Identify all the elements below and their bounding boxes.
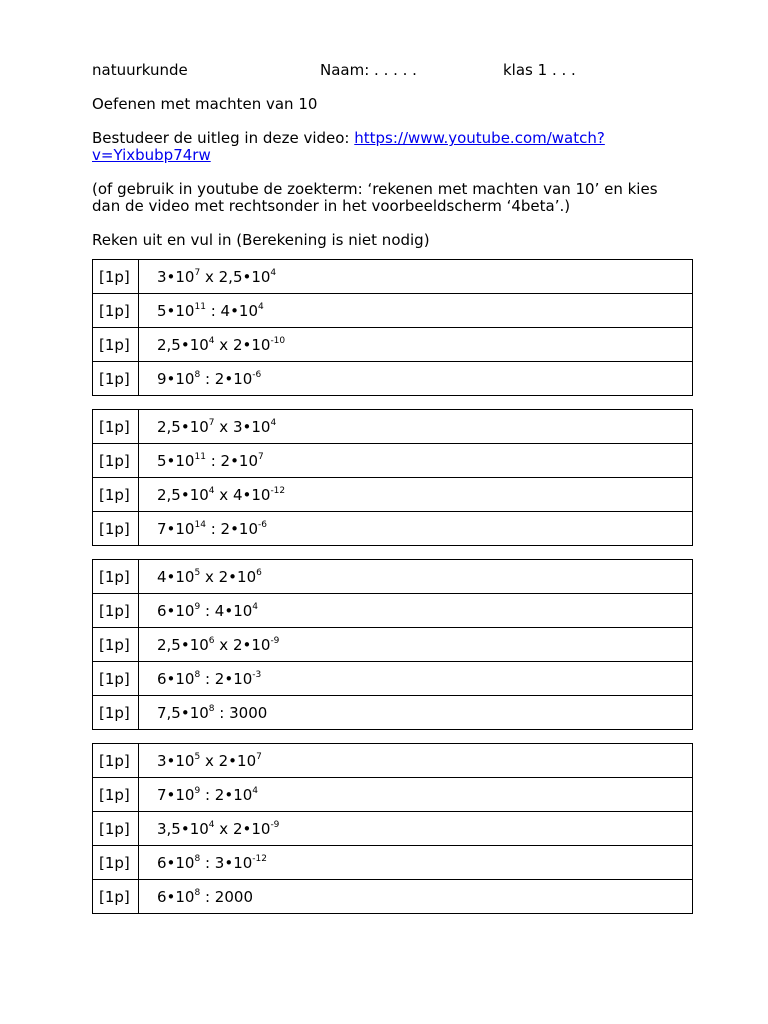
points-label: [1p] — [93, 294, 139, 328]
exercise-instruction: Reken uit en vul in (Berekening is niet nodig) — [92, 231, 430, 249]
points-label: [1p] — [93, 260, 139, 294]
exponent: 14 — [194, 519, 206, 530]
expression-text: 2,5•10 — [157, 485, 209, 504]
exponent: 4 — [258, 301, 264, 312]
exercise-row — [93, 444, 693, 478]
exponent: 7 — [208, 417, 215, 428]
exercise-expression — [139, 662, 693, 696]
points-label: [1p] — [93, 594, 139, 628]
exponent: 4 — [270, 417, 277, 428]
expression-text: x 2•10 — [214, 335, 271, 354]
exercise-expression — [139, 410, 693, 444]
exercise-row — [93, 628, 693, 662]
exercise-row — [93, 362, 693, 396]
exponent: -6 — [258, 519, 267, 530]
expression-text: : 4•10 — [205, 301, 259, 320]
search-hint-line2: dan de video met rechtsonder in het voorbeeldscherm ‘4beta’.) — [92, 197, 571, 215]
exponent: 8 — [194, 853, 201, 864]
exercise-row — [93, 410, 693, 444]
expression-text: 6•10 — [157, 853, 195, 872]
expression-text: 6•10 — [157, 669, 195, 688]
expression-text: : 2•10 — [200, 669, 253, 688]
expression-text: 2,5•10 — [157, 635, 209, 654]
points-label: [1p] — [93, 328, 139, 362]
header-row — [92, 61, 692, 79]
exponent: -10 — [270, 335, 286, 346]
exponent: 5 — [194, 751, 201, 762]
exponent: 8 — [194, 669, 201, 680]
expression-text: : 2000 — [200, 887, 253, 906]
expression-text: : 3•10 — [200, 853, 253, 872]
points-label: [1p] — [93, 478, 139, 512]
exponent: 4 — [252, 601, 259, 612]
exercise-expression — [139, 594, 693, 628]
expression-text: x 2•10 — [200, 567, 257, 586]
search-hint-line1: (of gebruik in youtube de zoekterm: ‘rekenen met machten van 10’ en kies — [92, 180, 658, 198]
class-field-label: klas 1 . . . — [503, 61, 576, 79]
video-link-part1[interactable]: https://www.youtube.com/watch? — [354, 129, 605, 147]
expression-text: 3,5•10 — [157, 819, 209, 838]
exercise-row — [93, 478, 693, 512]
exponent: -6 — [252, 369, 262, 380]
expression-text: 3•10 — [157, 267, 195, 286]
worksheet-title: Oefenen met machten van 10 — [92, 95, 318, 113]
video-link-line2-row — [92, 146, 211, 164]
exercise-expression — [139, 294, 693, 328]
exercise-expression — [139, 880, 693, 914]
points-label: [1p] — [93, 778, 139, 812]
expression-text: 7,5•10 — [157, 703, 209, 722]
expression-text: 7•10 — [157, 785, 195, 804]
exponent: 7 — [258, 451, 264, 462]
exponent: -12 — [252, 853, 267, 864]
exponent: 8 — [208, 703, 215, 714]
expression-text: 2,5•10 — [157, 417, 209, 436]
exponent: 4 — [208, 485, 215, 496]
exercise-expression — [139, 812, 693, 846]
exercise-table-2 — [92, 409, 693, 546]
exponent: -9 — [270, 635, 280, 646]
exercise-row — [93, 880, 693, 914]
exponent: 11 — [194, 451, 206, 462]
exercise-expression — [139, 560, 693, 594]
exponent: 9 — [194, 601, 201, 612]
points-label: [1p] — [93, 628, 139, 662]
exercise-row — [93, 594, 693, 628]
exponent: 4 — [252, 785, 259, 796]
exercise-row — [93, 294, 693, 328]
expression-text: x 2•10 — [200, 751, 257, 770]
exponent: 7 — [194, 267, 201, 278]
expression-text: x 2,5•10 — [200, 267, 271, 286]
expression-text: 6•10 — [157, 887, 195, 906]
exponent: -9 — [270, 819, 280, 830]
expression-text: 4•10 — [157, 567, 195, 586]
exercise-row — [93, 560, 693, 594]
points-label: [1p] — [93, 812, 139, 846]
points-label: [1p] — [93, 696, 139, 730]
exercise-expression — [139, 362, 693, 396]
points-label: [1p] — [93, 662, 139, 696]
exponent: 8 — [194, 887, 201, 898]
exercise-row — [93, 846, 693, 880]
expression-text: 3•10 — [157, 751, 195, 770]
expression-text: : 2•10 — [205, 519, 259, 538]
exponent: 11 — [194, 301, 206, 312]
exercise-row — [93, 778, 693, 812]
exercise-expression — [139, 628, 693, 662]
exercise-table-1 — [92, 259, 693, 396]
exponent: 4 — [208, 335, 215, 346]
expression-text: 6•10 — [157, 601, 195, 620]
points-label: [1p] — [93, 744, 139, 778]
exercise-expression — [139, 744, 693, 778]
expression-text: x 2•10 — [214, 819, 271, 838]
video-link-part2[interactable]: v=Yixbubp74rw — [92, 146, 211, 164]
exercise-expression — [139, 846, 693, 880]
points-label: [1p] — [93, 410, 139, 444]
subject-label: natuurkunde — [92, 61, 188, 79]
expression-text: x 4•10 — [214, 485, 271, 504]
expression-text: : 3000 — [214, 703, 268, 722]
exponent: 5 — [194, 567, 201, 578]
video-intro-text: Bestudeer de uitleg in deze video: — [92, 129, 355, 147]
exercise-row — [93, 744, 693, 778]
points-label: [1p] — [93, 880, 139, 914]
expression-text: : 2•10 — [200, 369, 253, 388]
exponent: 6 — [208, 635, 215, 646]
points-label: [1p] — [93, 512, 139, 546]
exponent: -3 — [252, 669, 262, 680]
expression-text: 7•10 — [157, 519, 195, 538]
exponent: 9 — [194, 785, 201, 796]
expression-text: 9•10 — [157, 369, 195, 388]
exponent: 8 — [194, 369, 201, 380]
exercise-row — [93, 812, 693, 846]
exercise-row — [93, 512, 693, 546]
expression-text: : 4•10 — [200, 601, 253, 620]
exercise-table-3 — [92, 559, 693, 730]
exponent: -12 — [270, 485, 286, 496]
expression-text: x 2•10 — [214, 635, 271, 654]
exercise-table-4 — [92, 743, 693, 914]
expression-text: : 2•10 — [205, 451, 259, 470]
expression-text: 5•10 — [157, 451, 195, 470]
exponent: 6 — [256, 567, 262, 578]
points-label: [1p] — [93, 444, 139, 478]
expression-text: 5•10 — [157, 301, 195, 320]
exercise-expression — [139, 444, 693, 478]
name-field-label: Naam: . . . . . — [320, 61, 417, 79]
exercise-expression — [139, 778, 693, 812]
exercise-row — [93, 696, 693, 730]
points-label: [1p] — [93, 362, 139, 396]
exercise-row — [93, 328, 693, 362]
points-label: [1p] — [93, 846, 139, 880]
exercise-expression — [139, 512, 693, 546]
expression-text: x 3•10 — [214, 417, 271, 436]
points-label: [1p] — [93, 560, 139, 594]
video-instruction — [92, 129, 605, 147]
exercise-expression — [139, 328, 693, 362]
exercise-row — [93, 662, 693, 696]
exercise-row — [93, 260, 693, 294]
expression-text: : 2•10 — [200, 785, 253, 804]
exponent: 7 — [256, 751, 262, 762]
exponent: 4 — [270, 267, 277, 278]
exercise-expression — [139, 478, 693, 512]
exercise-expression — [139, 696, 693, 730]
expression-text: 2,5•10 — [157, 335, 209, 354]
exercise-expression — [139, 260, 693, 294]
exponent: 4 — [208, 819, 215, 830]
